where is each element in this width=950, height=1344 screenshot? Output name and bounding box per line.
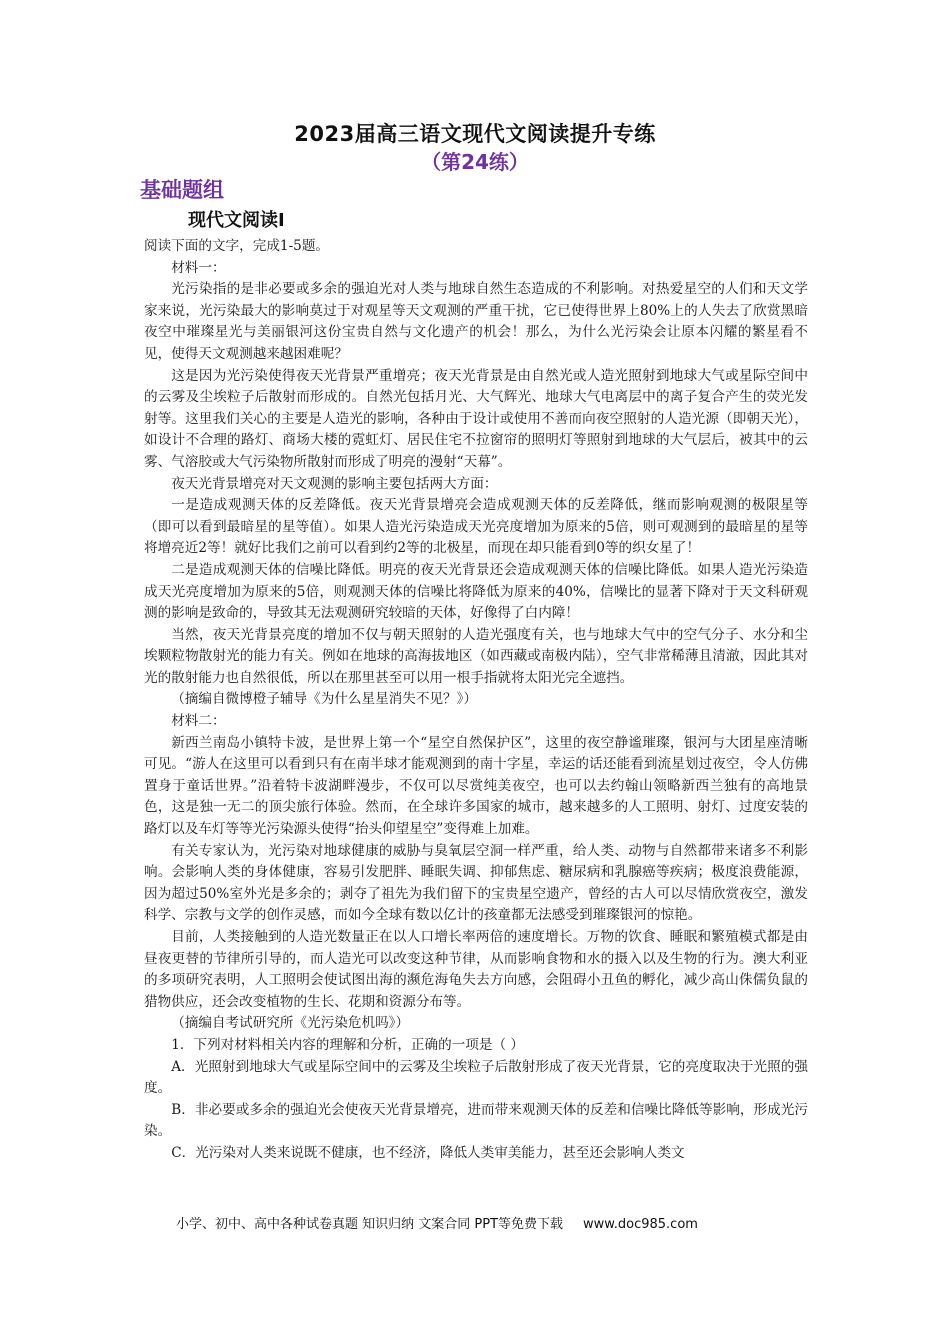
paragraph: 有关专家认为，光污染对地球健康的威胁与臭氧层空洞一样严重，给人类、动物与自然都带来诸多不利影响。会影响人类的身体健康，容易引发肥胖、睡眠失调、抑郁焦虑、糖尿病和乳腺癌等疾病；极度浪费能源，因为超过50%室外光是多余的；剥夺了祖先为我们留下的宝贵星空遗产，曾经的古人可以尽情欣赏夜空，激发科学、宗教与文学的创作灵感，而如今全球有数以亿计的孩童都无法感受到璀璨银河的惊艳。	[144, 842, 808, 924]
paragraph: 夜天光背景增亮对天文观测的影响主要包括两大方面：	[171, 475, 498, 492]
option-a: A．光照射到地球大气或星际空间中的云雾及尘埃粒子后散射形成了夜天光背景，它的亮度取决于光照的强度。	[144, 1058, 808, 1097]
footer-text: 小学、初中、高中各种试卷真题 知识归纳 文案合同 PPT等免费下载	[176, 1217, 564, 1232]
document-title: 2023届高三语文现代文阅读提升专练	[294, 122, 656, 146]
document-body	[144, 236, 808, 1165]
reading-heading: 现代文阅读Ⅰ	[188, 210, 285, 231]
material2-label: 材料二：	[171, 713, 226, 730]
option-c: C．光污染对人类来说既不健康，也不经济，降低人类审美能力，甚至还会影响人类文	[171, 1144, 685, 1161]
intro-text: 阅读下面的文字，完成1-5题。	[144, 238, 330, 254]
paragraph: 当然，夜天光背景亮度的增加不仅与朝天照射的人造光强度有关，也与地球大气中的空气分子、水分和尘埃颗粒物散射光的能力有关。例如在地球的高海拔地区（如西藏或南极内陆），空气非常稀薄且清澈，因此其对光的散射能力也自然很低，所以在那里甚至可以用一根手指就将太阳光完全遮挡。	[144, 626, 808, 686]
source-citation: （摘编自考试研究所《光污染危机吗》）	[171, 1015, 410, 1032]
option-b: B．非必要或多余的强迫光会使夜天光背景增亮，进而带来观测天体的反差和信噪比降低等影响，形成光污染。	[144, 1101, 808, 1140]
source-citation: （摘编自微博橙子辅导《为什么星星消失不见？》）	[171, 691, 478, 708]
footer-url[interactable]: www.doc985.com	[583, 1217, 698, 1232]
material1-label: 材料一：	[171, 259, 226, 276]
paragraph: 二是造成观测天体的信噪比降低。明亮的夜天光背景还会造成观测天体的信噪比降低。如果人造光污染造成天光亮度增加为原来的5倍，则观测天体的信噪比将降低为原来的40%，信噪比的显著下降对于天文科研观测的影响是致命的，导致其无法观测研究较暗的天体，好像得了白内障！	[144, 561, 808, 622]
paragraph: 目前，人类接触到的人造光数量正在以人口增长率两倍的速度增长。万物的饮食、睡眠和繁殖模式都是由昼夜更替的节律所引导的，而人造光可以改变这种节律，从而影响食物和水的摄入以及生物的行为。澳大利亚的多项研究表明，人工照明会使试图出海的濒危海龟失去方向感，会阻碍小丑鱼的孵化，减少高山侏儒负鼠的猎物供应，还会改变植物的生长、花期和资源分布等。	[144, 929, 808, 1010]
paragraph: 新西兰南岛小镇特卡波，是世界上第一个“星空自然保护区”，这里的夜空静谧璀璨，银河与大团星座清晰可见。“游人在这里可以看到只有在南半球才能观测到的南十字星，幸运的话还能看到流星划过夜空，令人仿佛置身于童话世界。”沿着特卡波湖畔漫步，不仅可以尽赏纯美夜空，也可以去约翰山领略新西兰独有的高地景色，这是独一无二的顶尖旅行体验。然而，在全球许多国家的城市，越来越多的人工照明、射灯、过度安装的路灯以及车灯等等光污染源头使得“抬头仰望星空”变得难上加难。	[144, 734, 808, 838]
document-subtitle: （第24练）	[421, 150, 529, 174]
paragraph: 光污染指的是非必要或多余的强迫光对人类与地球自然生态造成的不利影响。对热爱星空的人们和天文学家来说，光污染最大的影响莫过于对观星等天文观测的严重干扰，它已使得世界上80%上的人失去了欣赏黑暗夜空中璀璨星光与美丽银河这份宝贵自然与文化遗产的机会！那么，为什么光污染会让原本闪耀的繁星看不见，使得天文观测越来越困难呢？	[144, 281, 808, 362]
page-footer	[176, 1213, 816, 1232]
question-1: 1．下列对材料相关内容的理解和分析，正确的一项是（ ）	[171, 1036, 524, 1053]
paragraph: 这是因为光污染使得夜天光背景严重增亮；夜天光背景是由自然光或人造光照射到地球大气或星际空间中的云雾及尘埃粒子后散射而形成的。自然光包括月光、大气辉光、地球大气电离层中的离子复合产生的荧光发射等。这里我们关心的主要是人造光的影响，各种由于设计或使用不善而向夜空照射的人造光源（即朝天光），如设计不合理的路灯、商场大楼的霓虹灯、居民住宅不拉窗帘的照明灯等照射到地球的大气层后，被其中的云雾、气溶胶或大气污染物所散射而形成了明亮的漫射“天幕”。	[144, 367, 808, 470]
section-heading: 基础题组	[140, 178, 224, 202]
paragraph: 一是造成观测天体的反差降低。夜天光背景增亮会造成观测天体的反差降低，继而影响观测的极限星等（即可以看到最暗星的星等值）。如果人造光污染造成天光亮度增加为原来的5倍，则可观测到的最暗星的星等将增亮近2等！就好比我们之前可以看到约2等的北极星，而现在却只能看到0等的织女星了！	[144, 497, 808, 557]
